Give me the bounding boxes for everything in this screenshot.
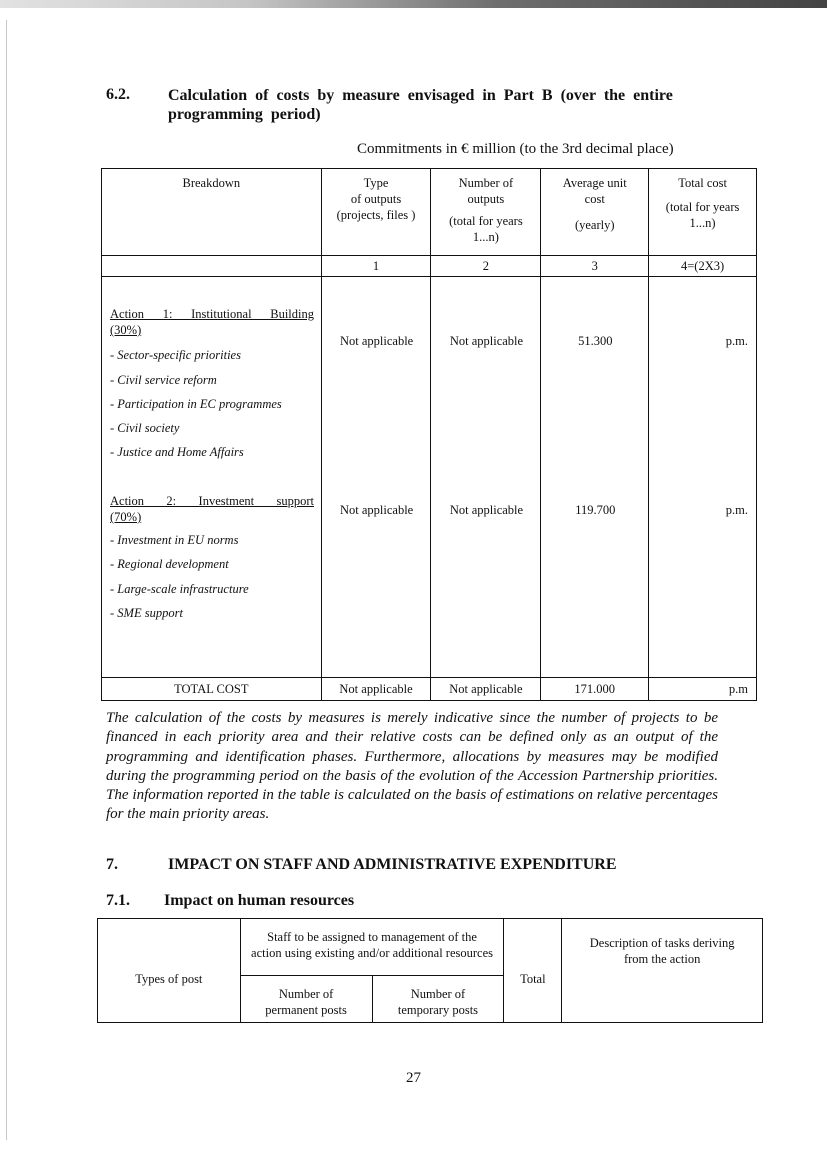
list-item: - Investment in EU norms xyxy=(110,533,239,547)
list-item: - Civil service reform xyxy=(110,373,217,387)
col-number: 3 xyxy=(541,256,649,277)
description-header: Description of tasks deriving from the action xyxy=(562,919,763,1023)
action-2-number: Not applicable xyxy=(449,503,524,517)
page-number: 27 xyxy=(406,1070,421,1086)
section-7-1-title: Impact on human resources xyxy=(164,892,355,909)
list-item: - Regional development xyxy=(110,557,229,571)
header-type: Type of outputs (projects, files ) xyxy=(321,169,431,256)
action-1-title: Action 1: Institutional Building (30%) xyxy=(110,307,314,337)
breakdown-cell xyxy=(102,277,322,678)
cost-table xyxy=(101,168,757,701)
actions-row xyxy=(102,277,757,678)
total-row xyxy=(102,678,757,701)
list-item: - Sector-specific priorities xyxy=(110,348,241,362)
total-header: Total xyxy=(504,919,562,1023)
total-average: 171.000 xyxy=(541,678,649,701)
header-breakdown: Breakdown xyxy=(102,169,322,256)
list-item: - SME support xyxy=(110,606,183,620)
staff-header: Staff to be assigned to management of the action using existing and/or additional resources xyxy=(240,919,504,976)
total-cost: p.m xyxy=(649,678,757,701)
action-2-average: 119.700 xyxy=(575,503,616,517)
action-1-number: Not applicable xyxy=(449,334,524,348)
col-number: 4=(2X3) xyxy=(649,256,757,277)
number-cell xyxy=(431,277,541,678)
list-item: - Participation in EC programmes xyxy=(110,397,282,411)
column-number-row xyxy=(102,256,757,277)
type-cell xyxy=(321,277,431,678)
section-7-title: IMPACT ON STAFF AND ADMINISTRATIVE EXPENDITURE xyxy=(168,856,617,873)
scan-margin-line xyxy=(6,20,7,1140)
action-2-total: p.m. xyxy=(725,503,748,517)
action-1-total: p.m. xyxy=(725,334,748,348)
commitments-caption: Commitments in € million (to the 3rd decimal place) xyxy=(357,141,674,157)
section-number: 6.2. xyxy=(106,86,130,103)
section-7-1-number: 7.1. xyxy=(106,892,130,909)
total-number: Not applicable xyxy=(431,678,541,701)
temporary-posts-header: Number of temporary posts xyxy=(372,976,504,1023)
header-number: Number of outputs (total for years 1...n) xyxy=(431,169,541,256)
header-average: Average unit cost (yearly) xyxy=(541,169,649,256)
col-number: 2 xyxy=(431,256,541,277)
total-cell xyxy=(649,277,757,678)
list-item: - Justice and Home Affairs xyxy=(110,445,244,459)
list-item: - Large-scale infrastructure xyxy=(110,582,249,596)
col-number: 1 xyxy=(321,256,431,277)
total-label: TOTAL COST xyxy=(102,678,322,701)
scan-edge xyxy=(0,0,827,8)
action-2-type: Not applicable xyxy=(339,503,414,517)
action-1-average: 51.300 xyxy=(578,334,613,348)
section-title: Calculation of costs by measure envisaged in Part B (over the entire programming period) xyxy=(168,87,673,123)
header-total: Total cost (total for years 1...n) xyxy=(649,169,757,256)
action-1-type: Not applicable xyxy=(339,334,414,348)
total-type: Not applicable xyxy=(321,678,431,701)
list-item: - Civil society xyxy=(110,421,180,435)
action-2-title: Action 2: Investment support (70%) xyxy=(110,494,314,524)
permanent-posts-header: Number of permanent posts xyxy=(240,976,372,1023)
section-7-number: 7. xyxy=(106,856,118,873)
average-cell xyxy=(541,277,649,678)
cost-note: The calculation of the costs by measures is merely indicative since the number of projects to be financed in each priority area and their relative costs can be defined only as an output of the programming and identification phases. Furthermore, allocations by measures may be modified during the programming period on the basis of the evolution of the Accession Partnership priorities. The information reported in the table is calculated on the basis of estimations on relative percentages for the main priority areas. xyxy=(106,710,718,823)
types-of-post: Types of post xyxy=(98,919,241,1023)
cost-table-header xyxy=(102,169,757,256)
hr-table xyxy=(97,918,763,1023)
